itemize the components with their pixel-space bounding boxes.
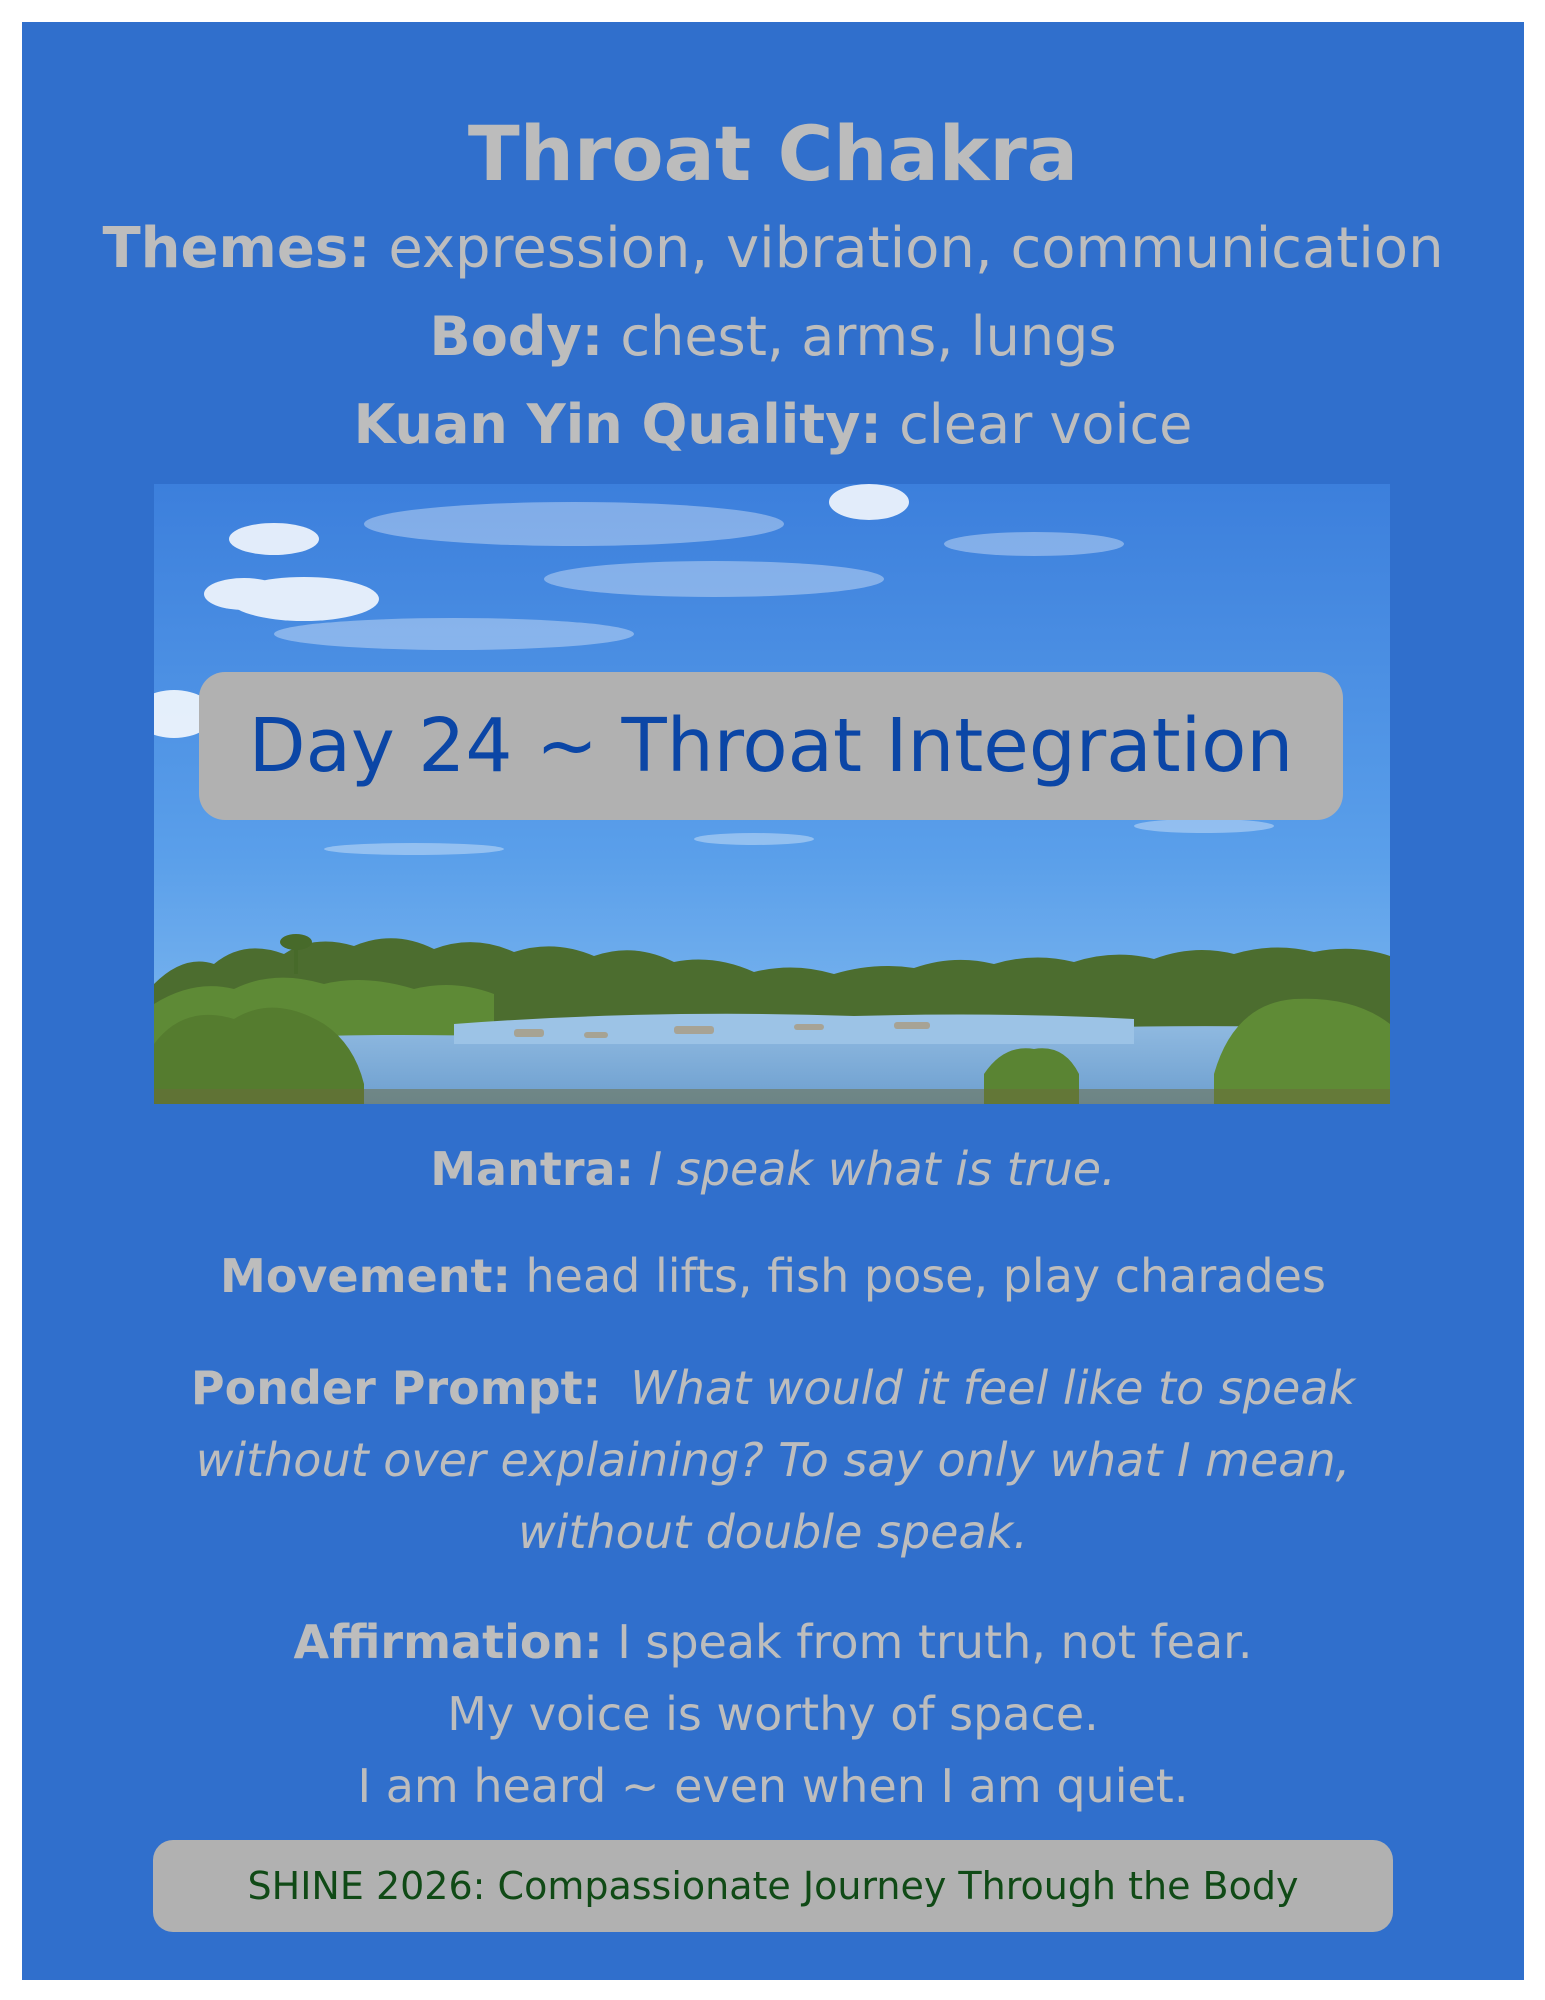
themes-label: Themes: — [102, 216, 371, 281]
body-value: chest, arms, lungs — [620, 305, 1117, 368]
chakra-card — [22, 22, 1524, 1980]
mantra-label: Mantra: — [430, 1142, 634, 1196]
movement-value: head lifts, fish pose, play charades — [525, 1249, 1326, 1303]
body-line — [22, 300, 1524, 374]
quality-label: Kuan Yin Quality: — [353, 393, 882, 456]
day-badge: Day 24 ~ Throat Integration — [199, 672, 1343, 820]
ponder-line-2: without over explaining? To say only what I mean, — [195, 1433, 1351, 1487]
ponder-label: Ponder Prompt: — [190, 1361, 602, 1415]
page-title: Throat Chakra — [467, 109, 1079, 198]
movement-label: Movement: — [220, 1249, 511, 1303]
ponder-text-1: What would it feel like to speak — [630, 1361, 1356, 1415]
mantra-line — [22, 1137, 1524, 1201]
ponder-prompt — [22, 1352, 1524, 1568]
footer-banner: SHINE 2026: Compassionate Journey Through the Body — [153, 1840, 1393, 1932]
themes-value: expression, vibration, communication — [388, 216, 1444, 281]
affirmation-text-1: I speak from truth, not fear. — [617, 1615, 1253, 1669]
affirmation-line-1 — [22, 1606, 1524, 1678]
affirmation-label: Affirmation: — [293, 1615, 603, 1669]
mantra-value: I speak what is true. — [648, 1142, 1116, 1196]
affirmation — [22, 1606, 1524, 1822]
quality-line — [22, 388, 1524, 462]
ponder-line-3: without double speak. — [518, 1505, 1028, 1559]
affirmation-line-2: My voice is worthy of space. — [447, 1687, 1099, 1741]
movement-line — [22, 1244, 1524, 1308]
quality-value: clear voice — [899, 393, 1193, 456]
ponder-line-1 — [22, 1352, 1524, 1424]
body-label: Body: — [429, 305, 604, 368]
themes-line — [22, 212, 1524, 286]
affirmation-line-3: I am heard ~ even when I am quiet. — [357, 1759, 1189, 1813]
